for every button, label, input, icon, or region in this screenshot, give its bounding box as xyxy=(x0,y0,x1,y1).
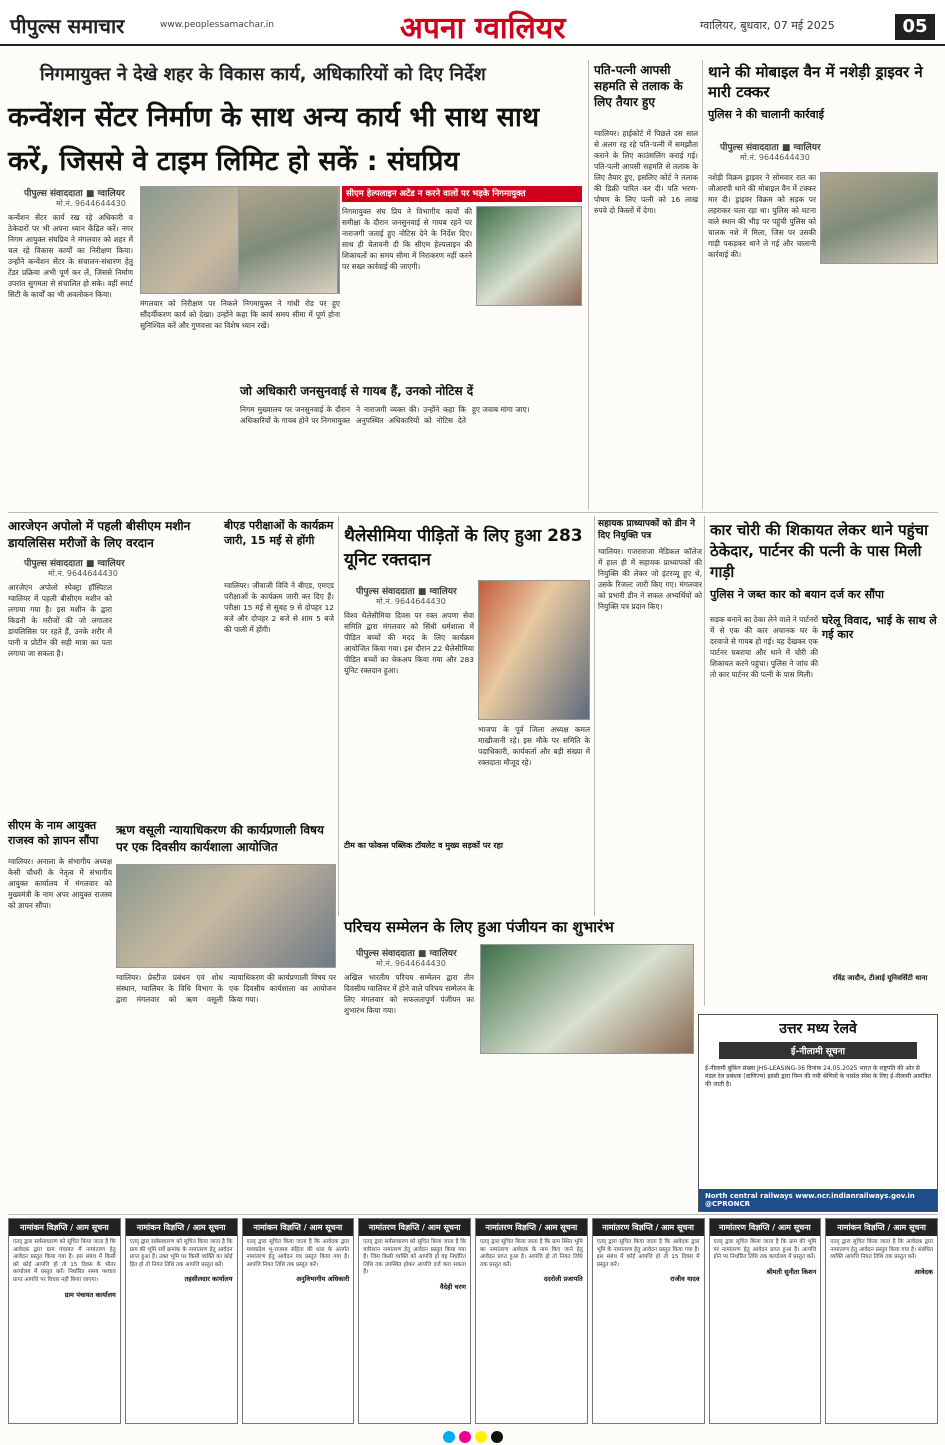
notices-row xyxy=(8,1218,938,1424)
notice-body: एतद् द्वारा सर्वसाधारण को सूचित किया जाता है कि ग्राम की भूमि सर्वे क्रमांक के नामांतरण हेतु आवेदन प्राप्त हुआ है। उक्त भूमि पर किसी व्यक्ति का कोई हित हो तो नियत तिथि तक आपत्ति प्रस्तुत करें। xyxy=(129,1239,233,1268)
railway-footer[interactable]: North central railways www.ncr.indianrailways.gov.in @CPRONCR xyxy=(699,1189,937,1211)
intro-headline: परिचय सम्मेलन के लिए हुआ पंजीयन का शुभारंभ xyxy=(344,918,614,936)
row-divider xyxy=(8,512,938,513)
meeting-photo xyxy=(476,206,582,306)
masthead xyxy=(0,0,945,46)
notice-box xyxy=(825,1218,938,1424)
police-contact: मो.नं. 9644644430 xyxy=(740,153,810,162)
thalassemia-caption-body xyxy=(344,854,590,906)
board-body: ग्वालियर। जीवाजी विवि ने बीएड, एमएड परीक्षाओं के कार्यक्रम जारी कर दिए हैं। परीक्षा 15 मई से सुबह 9 से दोपहर 12 बजे और दोपहर 2 बजे से शाम 5 बजे की पाली में होंगी। xyxy=(224,581,334,634)
notice-body: एतद् द्वारा सर्वसाधारण को सूचित किया जाता है कि आवेदक द्वारा ग्राम पंचायत में नामांतरण हेतु आवेदन प्रस्तुत किया गया है। इस संबंध में किसी को कोई आपत्ति हो तो 15 दिवस के भीतर कार्यालय में प्रस्तुत करें। निर्धारित समय पश्चात प्राप्त आपत्ति पर विचार नहीं किया जाएगा। xyxy=(13,1239,116,1283)
notice-title: नामांतरण विज्ञप्ति / आम सूचना xyxy=(476,1219,587,1236)
apollo-byline: पीपुल्स संवाददाता ■ ग्वालियर xyxy=(24,559,125,569)
section-title: अपना ग्वालियर xyxy=(400,11,566,46)
page-number: 05 xyxy=(895,14,935,40)
notice-box xyxy=(242,1218,355,1424)
notice-signature: तहसीलदार कार्यालय xyxy=(184,1275,233,1284)
lead-subhead-body: निगम मुख्यालय पर जनसुनवाई के दौरान अधिकारियों के गायब होने पर निगमायुक्त ने नाराजगी व्यक्त की। उन्होंने कहा कि अनुपस्थित अधिकारियों को नोटिस देते हुए जवाब मांगा जाए। xyxy=(240,405,530,425)
notice-box xyxy=(592,1218,705,1424)
cm-memo-headline: सीएम के नाम आयुक्त राजस्व को ज्ञापन सौंपा xyxy=(8,819,99,847)
column-divider xyxy=(704,516,705,1006)
apollo-body: आरजेएन अपोलो स्पेक्ट्रा हॉस्पिटल ग्वालियर में पहली बीसीएम मशीन को लगाया गया है। इस मशीन के द्वारा किडनी के मरीजों की जो लगातार डायलिसिस पर रहते हैं, उनके शरीर में पानी व प्रोटीन की सही मात्रा का पता लगाया जा सकता है। xyxy=(8,583,112,658)
lead-body-col2: मंगलवार को निरीक्षण पर निकले निगमायुक्त ने गांधी रोड पर हुए सौंदर्यीकरण कार्य को देखा। उन्होंने कहा कि कार्य समय सीमा में पूर्ण होना सुनिश्चित करें और गुणवत्ता का विशेष ध्यान रखें। xyxy=(140,299,340,330)
lead-sidebar-title: सीएम हेल्पलाइन अटेंड न करने वालों पर भड़के निगमायुक्त xyxy=(342,186,582,202)
police-byline: पीपुल्स संवाददाता ■ ग्वालियर xyxy=(720,143,821,153)
car-theft-sub: पुलिस ने जब्त कार को बयान दर्ज कर सौंपा xyxy=(710,588,884,601)
notice-box xyxy=(358,1218,471,1424)
website-url[interactable]: www.peoplessamachar.in xyxy=(160,20,274,30)
lead-contact: मो.नं. 9644644430 xyxy=(56,199,126,208)
notice-body: एतद् द्वारा सूचित किया जाता है कि ग्राम की भूमि पर नामांतरण हेतु आवेदन प्राप्त हुआ है। आपत्ति होने पर निर्धारित तिथि तक कार्यालय में प्रस्तुत करें। xyxy=(713,1239,817,1261)
apollo-body-2 xyxy=(116,556,220,812)
notice-body: एतद् द्वारा सूचित किया जाता है कि ग्राम स्थित भूमि का नामांतरण आवेदक के नाम किए जाने हेतु आवेदन प्राप्त हुआ है। आपत्ति हो तो नियत तिथि तक प्रस्तुत करें। xyxy=(480,1239,583,1268)
notice-title: नामांतरण विज्ञप्ति / आम सूचना xyxy=(593,1219,704,1236)
police-headline: थाने की मोबाइल वैन में नशेड़ी ड्राइवर ने मारी टक्कर xyxy=(708,63,923,101)
notice-signature: आवेदक xyxy=(914,1267,933,1276)
professors-body: ग्वालियर। गजराराजा मेडिकल कॉलेज में हाल ही में सहायक प्राध्यापकों की नियुक्ति की लेकर जो इंटरव्यू हुए थे, उसके रिजल्ट जारी किए गए। मंगलवार को प्रभारी डीन ने सफल अभ्यर्थियों को नियुक्ति पत्र प्रदान किए। xyxy=(598,547,702,611)
apollo-contact: मो.नं. 9644644430 xyxy=(48,569,118,578)
intro-contact: मो.नं. 9644644430 xyxy=(376,959,446,968)
divorce-body: ग्वालियर। हाईकोर्ट में पिछले दस साल से अलग रह रहे पति-पत्नी में समझौता कराने के लिए काउंसलिंग कराई गई। पति-पत्नी आपसी सहमति से तलाक के लिए तैयार हुए, इसलिए कोर्ट ने तलाक की डिक्री पारित कर दी। पति भरण-पोषण के लिए पत्नी को 16 लाख रुपये दो किस्तों में देगा। xyxy=(594,129,698,215)
notice-body: एतद् द्वारा सूचित किया जाता है कि आवेदक द्वारा नामांतरण हेतु आवेदन प्रस्तुत किया गया है। संबंधित व्यक्ति आपत्ति नियत तिथि तक प्रस्तुत करें। xyxy=(830,1239,933,1261)
thalassemia-body-2: भाजपा के पूर्व जिला अध्यक्ष कमल माखीजानी रहे। इस मौके पर समिति के पदाधिकारी, कार्यकर्ता और बड़ी संख्या में रक्तदाता मौजूद रहे। xyxy=(478,725,590,767)
column-divider xyxy=(594,516,595,916)
police-sub: पुलिस ने की चालानी कार्रवाई xyxy=(708,108,824,121)
thalassemia-contact: मो.नं. 9644644430 xyxy=(376,597,446,606)
recovery-headline: ऋण वसूली न्यायाधिकरण की कार्यप्रणाली विषय पर एक दिवसीय कार्यशाला आयोजित xyxy=(116,823,324,854)
professors-headline: सहायक प्राध्यापकों को डीन ने दिए नियुक्ति पत्र xyxy=(598,519,695,541)
notice-signature: ग्राम पंचायत कार्यालय xyxy=(64,1290,116,1299)
meeting-caption xyxy=(476,310,582,376)
magenta-mark-icon xyxy=(459,1431,471,1443)
recovery-body: ग्वालियर। प्रेस्टीज प्रबंधन एवं शोध संस्थान, ग्वालियर के विधि विभाग के द्वारा मंगलवार को ऋण वसूली न्यायाधिकरण की कार्यप्रणाली विषय पर एक दिवसीय कार्यशाला का आयोजन किया गया। xyxy=(116,973,336,1004)
notice-box xyxy=(475,1218,588,1424)
lead-subhead: जो अधिकारी जनसुनवाई से गायब हैं, उनको नोटिस दें xyxy=(240,384,474,398)
notice-signature: वैदेही चरण xyxy=(440,1282,466,1291)
column-divider xyxy=(702,60,703,510)
intro-body: अखिल भारतीय परिचय सम्मेलन द्वारा तीन दिवसीय ग्वालियर में होने वाले परिचय सम्मेलन के लिए मंगलवार को सफलतापूर्ण पंजीयन का शुभारंभ किया गया। xyxy=(344,973,474,1015)
row-divider xyxy=(8,1214,938,1215)
notice-title: नामांकन विज्ञप्ति / आम सूचना xyxy=(126,1219,237,1236)
notice-signature: राजीव यादव xyxy=(670,1275,700,1284)
cyan-mark-icon xyxy=(443,1431,455,1443)
lead-headline: कन्वेंशन सेंटर निर्माण के साथ अन्य कार्य भी साथ साथ करें, जिससे वे टाइम लिमिट हो सकें : संघप्रिय xyxy=(8,102,540,177)
notice-body: एतद् द्वारा सर्वसाधारण को सूचित किया जाता है कि वारिसान नामांतरण हेतु आवेदन प्रस्तुत किया गया है। जिस किसी व्यक्ति को आपत्ति हो वह निर्धारित तिथि तक उपस्थित होकर आपत्ति दर्ज करा सकता है। xyxy=(363,1239,466,1276)
thalassemia-headline: थैलेसीमिया पीड़ितों के लिए हुआ 283 यूनिट रक्तदान xyxy=(344,526,583,570)
lead-photo-2 xyxy=(238,186,338,294)
notice-signature: अनुविभागीय अधिकारी xyxy=(296,1275,350,1284)
car-theft-author: रविंद्र जादौन, टीआई यूनिवर्सिटी थाना xyxy=(832,974,928,982)
notice-title: नामांकन विज्ञप्ति / आम सूचना xyxy=(826,1219,937,1236)
print-registration-marks xyxy=(0,1428,945,1445)
cm-memo-body: ग्वालियर। अनाला के संभागीय अध्यक्ष केसी चौधरी के नेतृत्व में संभागीय आयुक्त कार्यालय में मंगलवार को मुख्यमंत्री के नाम अपर आयुक्त राजस्व को ज्ञापन सौंपा। xyxy=(8,857,112,910)
notice-box xyxy=(709,1218,822,1424)
notice-signature: श्रीमती सुनीता किशन xyxy=(766,1267,817,1276)
notice-box xyxy=(8,1218,121,1424)
yellow-mark-icon xyxy=(475,1431,487,1443)
notice-box xyxy=(125,1218,238,1424)
workshop-photo xyxy=(116,864,336,968)
railway-notice xyxy=(698,1014,938,1212)
column-divider xyxy=(338,516,339,916)
intro-body-2 xyxy=(480,1058,694,1206)
apollo-headline: आरजेएन अपोलो में पहली बीसीएम मशीन डायलिसिस मरीजों के लिए वरदान xyxy=(8,519,191,550)
police-body: नशेड़ी विक्रम ड्राइवर ने सोमवार रात का जौआरपी थाने की मोबाइल वैन में टक्कर मार दी। ड्राइवर विक्रम को सड़क पर लहराकर चला रहा था। पुलिस को घटना वाले स्थान की भीड़ पर पहुंची पुलिस को चालक नशे में मिला, जिस पर उसकी गाड़ी पकड़कर थाने ले गई और चालानी कार्रवाई की। xyxy=(708,173,816,259)
lead-body-col1: कन्वेंशन सेंटर कार्य रख रहे अधिकारी व ठेकेदारों पर भी अपना ध्यान केंद्रित करें। नगर निगम आयुक्त संघप्रिय ने मंगलवार को शहर में चल रहे विकास कार्यों का निरीक्षण किया। उन्होंने कन्वेंशन सेंटर के संचालन-संधारण हेतु टेंडर प्रक्रिया अभी पूर्ण कर लें, जिससे निर्माण उपरांत सुगमता से संचालित हो सके। वहीं स्मार्ट सिटी के कार्यों का भी अवलोकन किया। xyxy=(8,213,133,299)
car-theft-side-head: घरेलू विवाद, भाई के साथ ले गई कार xyxy=(822,614,937,641)
notice-title: नामांकन विज्ञप्ति / आम सूचना xyxy=(243,1219,354,1236)
car-theft-body: सड़क बनाने का ठेका लेने वाले ने पार्टनरों में से एक की कार अचानक घर के दरवाजे से गायब हो गई। यह देखकर एक पार्टनर घबराया और थाने में चोरी की शिकायत करने पहुंचा। पुलिस ने जांच की तो कार पार्टनर की पत्नी के पास मिली। xyxy=(710,615,818,679)
notice-signature: ददरोली प्रजापति xyxy=(543,1275,583,1284)
police-van-photo xyxy=(820,172,938,264)
intro-photo xyxy=(480,944,694,1054)
railway-tender-title: ई-नीलामी सूचना xyxy=(719,1042,917,1059)
divorce-headline: पति-पत्नी आपसी सहमति से तलाक के लिए तैयार हुए xyxy=(594,63,683,109)
column-divider xyxy=(588,60,589,510)
car-theft-headline: कार चोरी की शिकायत लेकर थाने पहुंचा ठेकेदार, पार्टनर की पत्नी के पास मिली गाड़ी xyxy=(710,521,928,581)
lead-byline: पीपुल्स संवाददाता ■ ग्वालियर xyxy=(24,189,125,199)
notice-body: एतद् द्वारा सूचित किया जाता है कि आवेदक द्वारा मध्यप्रदेश भू-राजस्व संहिता की धारा के अंतर्गत नामांतरण हेतु आवेदन पत्र प्रस्तुत किया गया है। आपत्ति नियत तिथि तक प्रस्तुत करें। xyxy=(246,1239,350,1268)
lead-kicker: निगमायुक्त ने देखे शहर के विकास कार्य, अधिकारियों को दिए निर्देश xyxy=(40,64,486,85)
board-headline: बीएड परीक्षाओं के कार्यक्रम जारी, 15 मई से होंगी xyxy=(224,519,334,547)
car-theft-body-2 xyxy=(822,650,938,970)
brand-logo: पीपुल्स समाचार xyxy=(10,14,125,38)
thalassemia-body: विश्व थैलेसीमिया दिवस पर रक्त अपणा सेवा समिति द्वारा मंगलवार को सिंधी धर्मशाला में पीड़ित बच्चों की मदद के लिए कार्यक्रम आयोजित किया गया। इस दौरान 22 थैलेसीमिया पीड़ित बच्चों का चेकअप किया गया और 283 यूनिट रक्तदान हुआ। xyxy=(344,611,474,675)
black-mark-icon xyxy=(491,1431,503,1443)
lead-sidebar-body: निगमायुक्त संघ प्रिय ने विभागीय कार्यों की समीक्षा के दौरान जनसुनवाई से गायब रहने पर नाराजगी जताई हुए नोटिस देने के निर्देश दिए। साथ ही चेतावनी दी कि सीएम हेल्पलाइन की शिकायतों का समय सीमा में निराकरण नहीं करने पर सख्त कार्रवाई की जाएगी। xyxy=(342,207,472,271)
thalassemia-byline: पीपुल्स संवाददाता ■ ग्वालियर xyxy=(356,587,457,597)
notice-body: एतद् द्वारा सूचित किया जाता है कि आवेदक द्वारा भूमि के नामांतरण हेतु आवेदन प्रस्तुत किया गया है। इस संबंध में कोई आपत्ति हो तो 15 दिवस में प्रस्तुत करें। xyxy=(596,1239,700,1268)
railway-heading: उत्तर मध्य रेलवे xyxy=(779,1021,857,1037)
dateline: ग्वालियर, बुधवार, 07 मई 2025 xyxy=(700,19,835,32)
notice-title: नामांतरण विज्ञप्ति / आम सूचना xyxy=(359,1219,470,1236)
thalassemia-caption: टीम का फोकस पब्लिक टॉयलेट व मुख्य सड़कों पर रहा xyxy=(344,841,503,850)
railway-body: ई-नीलामी बुकिंग संख्या JHS-LEASING-36 दिनांक 24.05.2025 भारत के राष्ट्रपति की ओर से मंडल रेल प्रबंधक (वाणिज्य) झांसी द्वारा निम्न की गयी श्रेणियों के पार्सल स्पेस के लिए ई-नीलामी आमंत्रित की जाती है। xyxy=(705,1065,931,1088)
notice-title: नामांतरण विज्ञप्ति / आम सूचना xyxy=(710,1219,821,1236)
intro-byline: पीपुल्स संवाददाता ■ ग्वालियर xyxy=(356,949,457,959)
notice-title: नामांकन विज्ञप्ति / आम सूचना xyxy=(9,1219,120,1236)
blood-donation-photo xyxy=(478,580,590,720)
